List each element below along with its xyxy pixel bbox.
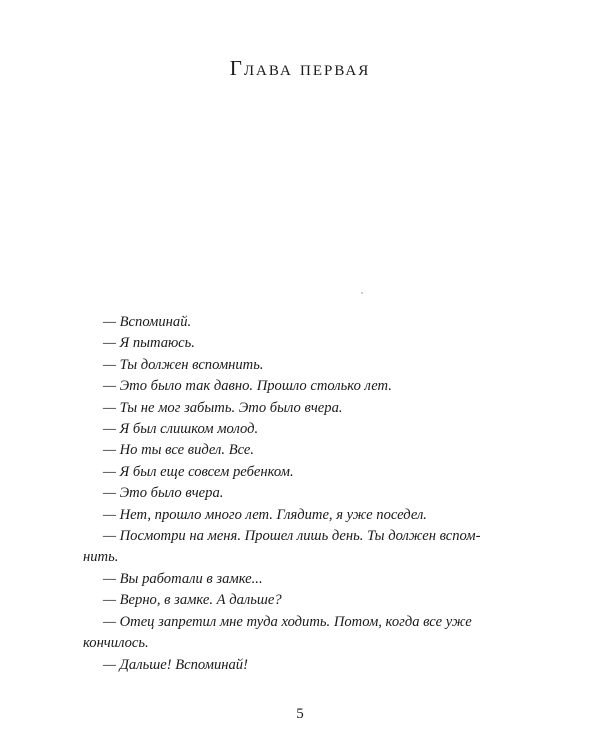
dialogue-line: — Вы работали в замке... — [103, 570, 263, 587]
dialogue-line: — Дальше! Вспоминай! — [103, 656, 248, 673]
dialogue-line: — Это было так давно. Прошло столько лет. — [103, 378, 392, 395]
page-number: 5 — [296, 706, 304, 722]
dialogue-line: — Я был еще совсем ребенком. — [103, 463, 294, 480]
dialogue-text — [83, 312, 517, 676]
dialogue-line-continuation: кончилось. — [83, 635, 149, 652]
dialogue-line: — Я пытаюсь. — [103, 335, 195, 352]
dialogue-line: — Вспоминай. — [103, 314, 192, 330]
dialogue-line: — Ты должен вспомнить. — [103, 356, 264, 373]
dialogue-line: — Посмотри на меня. Прошел лишь день. Ты должен вспом- — [103, 528, 481, 545]
dialogue-line: — Отец запретил мне туда ходить. Потом, когда все уже — [103, 613, 472, 630]
dialogue-line: — Я был слишком молод. — [103, 421, 259, 438]
dialogue-line: — Но ты все видел. Все. — [103, 442, 255, 459]
dialogue-line: — Ты не мог забыть. Это было вчера. — [103, 399, 343, 416]
dialogue-line-continuation: нить. — [83, 549, 119, 566]
dialogue-line: — Нет, прошло много лет. Глядите, я уже поседел. — [103, 506, 427, 523]
dialogue-line: — Это было вчера. — [103, 485, 224, 502]
chapter-title: Глава первая — [229, 56, 371, 80]
dialogue-line: — Верно, в замке. А дальше? — [103, 592, 282, 609]
paper-speck — [361, 292, 363, 294]
